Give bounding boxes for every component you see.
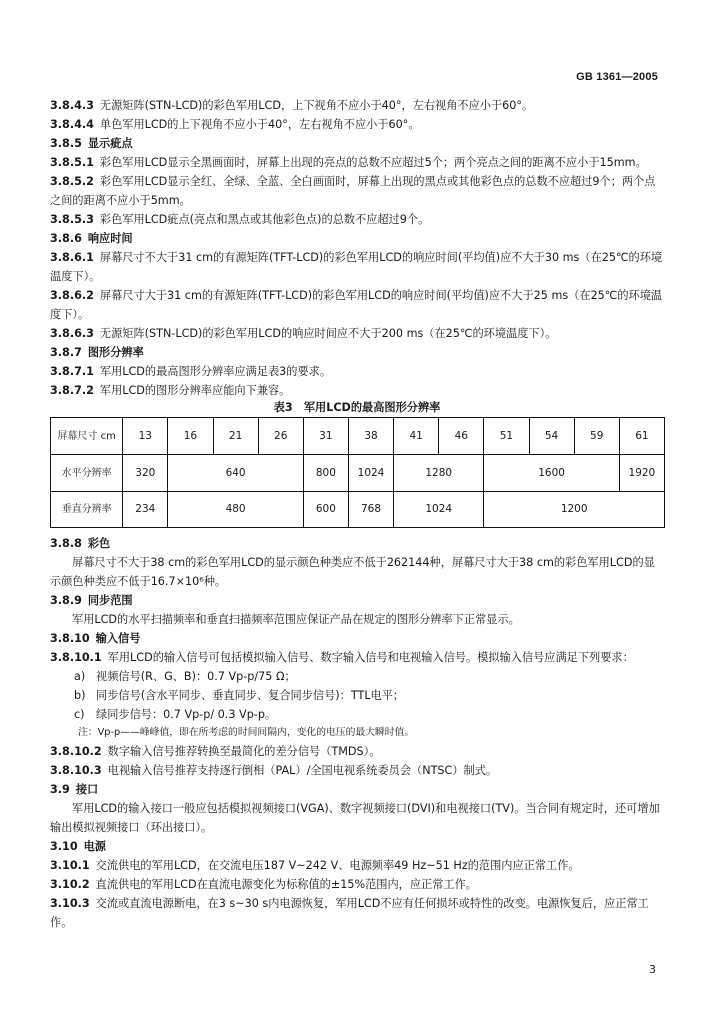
- section-number: 3.8.6.1: [50, 251, 94, 264]
- list-label: b): [74, 689, 86, 702]
- section-3-8-5-3: [50, 210, 664, 229]
- size-cell: 46: [439, 418, 484, 455]
- section-3-10-heading: [50, 837, 664, 856]
- row-header-vertical-resolution: 垂直分辨率: [51, 492, 123, 528]
- section-text: 直流供电的军用LCD在直流电源变化为标称值的±15%范围内，应正常工作。: [95, 878, 477, 891]
- section-number: 3.8.7.2: [50, 384, 94, 397]
- size-cell: 41: [394, 418, 439, 455]
- table-row-horizontal: [51, 455, 665, 492]
- h-resolution-cell: 320: [123, 455, 168, 492]
- section-3-8-10-heading: [50, 629, 664, 648]
- section-title: 彩色: [87, 537, 111, 550]
- section-title: 接口: [75, 783, 99, 796]
- resolution-table: [50, 417, 665, 528]
- section-number: 3.8.6.2: [50, 289, 94, 302]
- section-3-8-7-heading: [50, 343, 664, 362]
- section-3-9-heading: [50, 780, 664, 799]
- section-text: 军用LCD的图形分辨率应能向下兼容。: [99, 384, 291, 397]
- section-title: 图形分辨率: [87, 346, 144, 359]
- table-3-title: 表3 军用LCD的最高图形分辨率: [273, 401, 441, 414]
- section-number: 3.10.2: [50, 878, 90, 891]
- table-row-vertical: [51, 492, 665, 528]
- section-number: 3.8.6.3: [50, 327, 94, 340]
- section-number: 3.8.5: [50, 137, 82, 150]
- section-3-8-10-3: [50, 761, 664, 780]
- size-cell: 31: [303, 418, 348, 455]
- h-resolution-cell: 1280: [394, 455, 484, 492]
- list-item: [50, 705, 664, 724]
- section-text: 交流供电的军用LCD，在交流电压187 V~242 V、电源频率49 Hz~51 Hz的范围内应正常工作。: [95, 859, 580, 872]
- section-3-10-2: [50, 875, 664, 894]
- section-text: 屏幕尺寸不大于31 cm的有源矩阵(TFT-LCD)的彩色军用LCD的响应时间(平均值)应不大于30 ms（在25℃的环境温度下）。: [50, 251, 663, 283]
- list-item: [50, 686, 664, 705]
- section-text: 彩色军用LCD显示全黑画面时，屏幕上出现的亮点的总数不应超过5个；两个亮点之间的距离不应小于15mm。: [99, 156, 647, 169]
- section-text: 军用LCD的最高图形分辨率应满足表3的要求。: [99, 365, 332, 378]
- size-cell: 26: [258, 418, 303, 455]
- section-number: 3.8.10.2: [50, 745, 102, 758]
- h-resolution-cell: 800: [303, 455, 348, 492]
- list-text: 绿同步信号：0.7 Vp-p/ 0.3 Vp-p。: [96, 708, 277, 721]
- section-3-9-body: 军用LCD的输入接口一般应包括模拟视频接口(VGA)、数字视频接口(DVI)和电视接口(TV)。当合同有规定时，还可增加输出模拟视频接口（环出接口）。: [50, 802, 660, 834]
- section-number: 3.8.5.2: [50, 175, 94, 188]
- section-3-8-6-heading: [50, 229, 664, 248]
- v-resolution-cell: 234: [123, 492, 168, 528]
- section-3-8-7-2: [50, 381, 664, 400]
- section-number: 3.8.10.1: [50, 651, 102, 664]
- section-3-8-6-3: [50, 324, 664, 343]
- section-3-8-6-2: [50, 286, 664, 324]
- section-text: 单色军用LCD的上下视角不应小于40°，左右视角不应小于60°。: [99, 118, 420, 131]
- section-number: 3.8.6: [50, 232, 82, 245]
- section-number: 3.8.8: [50, 537, 82, 550]
- section-title: 响应时间: [87, 232, 133, 245]
- size-cell: 16: [168, 418, 213, 455]
- section-text: 交流或直流电源断电，在3 s~30 s内电源恢复，军用LCD不应有任何损坏或特性的改变。电源恢复后，应正常工作。: [50, 897, 649, 929]
- section-number: 3.8.10: [50, 632, 90, 645]
- section-text: 屏幕尺寸大于31 cm的有源矩阵(TFT-LCD)的彩色军用LCD的响应时间(平均值)应不大于25 ms（在25℃的环境温度下）。: [50, 289, 663, 321]
- section-number: 3.8.4.4: [50, 118, 94, 131]
- section-number: 3.10.3: [50, 897, 90, 910]
- list-text: 视频信号(R、G、B)：0.7 Vp-p/75 Ω；: [96, 670, 296, 683]
- section-text: 军用LCD的输入信号可包括模拟输入信号、数字输入信号和电视输入信号。模拟输入信号应满足下列要求：: [107, 651, 634, 664]
- size-cell: 13: [123, 418, 168, 455]
- size-cell: 61: [619, 418, 664, 455]
- section-text: 电视输入信号推荐支持逐行倒相（PAL）/全国电视系统委员会（NTSC）制式。: [107, 764, 498, 777]
- row-header-screen-size: 屏幕尺寸 cm: [51, 418, 123, 455]
- list-item: [50, 667, 664, 686]
- section-3-8-5-2: [50, 172, 664, 210]
- section-number: 3.10.1: [50, 859, 90, 872]
- section-text: 数字输入信号推荐转换至最简化的差分信号（TMDS）。: [107, 745, 381, 758]
- section-3-8-8-body: 屏幕尺寸不大于38 cm的彩色军用LCD的显示颜色种类应不低于262144种，屏幕尺寸大于38 cm的彩色军用LCD的显示颜色种类应不低于16.7×10⁶种。: [50, 556, 655, 588]
- h-resolution-cell: 1024: [348, 455, 393, 492]
- v-resolution-cell: 1200: [484, 492, 665, 528]
- section-3-8-5-heading: [50, 134, 664, 153]
- section-title: 电源: [83, 840, 106, 853]
- section-number: 3.8.5.3: [50, 213, 94, 226]
- section-3-8-7-1: [50, 362, 664, 381]
- document-body: [50, 96, 664, 932]
- section-text: 无源矩阵(STN-LCD)的彩色军用LCD的响应时间应不大于200 ms（在25℃的环境温度下）。: [99, 327, 557, 340]
- v-resolution-cell: 600: [303, 492, 348, 528]
- size-cell: 51: [484, 418, 529, 455]
- note-text: 注：Vp-p——峰峰值，即在所考虑的时间间隔内，变化的电压的最大瞬时值。: [78, 727, 415, 738]
- h-resolution-cell: 1920: [619, 455, 664, 492]
- row-header-horizontal-resolution: 水平分辨率: [51, 455, 123, 492]
- section-3-8-4-3: [50, 96, 664, 115]
- v-resolution-cell: 768: [348, 492, 393, 528]
- list-label: a): [74, 670, 86, 683]
- section-3-10-3: [50, 894, 664, 932]
- h-resolution-cell: 640: [168, 455, 303, 492]
- section-number: 3.8.7.1: [50, 365, 94, 378]
- size-cell: 38: [348, 418, 393, 455]
- section-3-8-10-1: [50, 648, 664, 667]
- section-text: 彩色军用LCD疵点(亮点和黑点或其他彩色点)的总数不应超过9个。: [99, 213, 430, 226]
- size-cell: 59: [574, 418, 619, 455]
- page-number: 3: [649, 963, 656, 976]
- section-number: 3.9: [50, 783, 70, 796]
- section-text: 无源矩阵(STN-LCD)的彩色军用LCD，上下视角不应小于40°，左右视角不应小于60°。: [99, 99, 534, 112]
- standard-id: GB 1361—2005: [576, 71, 658, 83]
- size-cell: 21: [213, 418, 258, 455]
- list-text: 同步信号(含水平同步、垂直同步、复合同步信号)：TTL电平；: [96, 689, 405, 702]
- list-label: c): [74, 708, 85, 721]
- section-title: 同步范围: [87, 594, 133, 607]
- h-resolution-cell: 1600: [484, 455, 619, 492]
- section-number: 3.8.5.1: [50, 156, 94, 169]
- section-3-8-10-2: [50, 742, 664, 761]
- section-title: 显示疵点: [87, 137, 133, 150]
- table-row-size: [51, 418, 665, 455]
- section-number: 3.8.9: [50, 594, 82, 607]
- section-3-8-8-heading: [50, 534, 664, 553]
- section-number: 3.10: [50, 840, 78, 853]
- section-number: 3.8.4.3: [50, 99, 94, 112]
- section-3-8-6-1: [50, 248, 664, 286]
- section-title: 输入信号: [95, 632, 141, 645]
- section-3-8-4-4: [50, 115, 664, 134]
- section-3-8-9-heading: [50, 591, 664, 610]
- section-3-10-1: [50, 856, 664, 875]
- section-3-8-9-body: 军用LCD的水平扫描频率和垂直扫描频率范围应保证产品在规定的图形分辨率下正常显示。: [72, 613, 520, 626]
- v-resolution-cell: 480: [168, 492, 303, 528]
- v-resolution-cell: 1024: [394, 492, 484, 528]
- size-cell: 54: [529, 418, 574, 455]
- section-number: 3.8.7: [50, 346, 82, 359]
- section-3-8-5-1: [50, 153, 664, 172]
- section-text: 彩色军用LCD显示全红、全绿、全蓝、全白画面时，屏幕上出现的黑点或其他彩色点的总数不应超过9个；两个点之间的距离不应小于5mm。: [50, 175, 656, 207]
- section-number: 3.8.10.3: [50, 764, 102, 777]
